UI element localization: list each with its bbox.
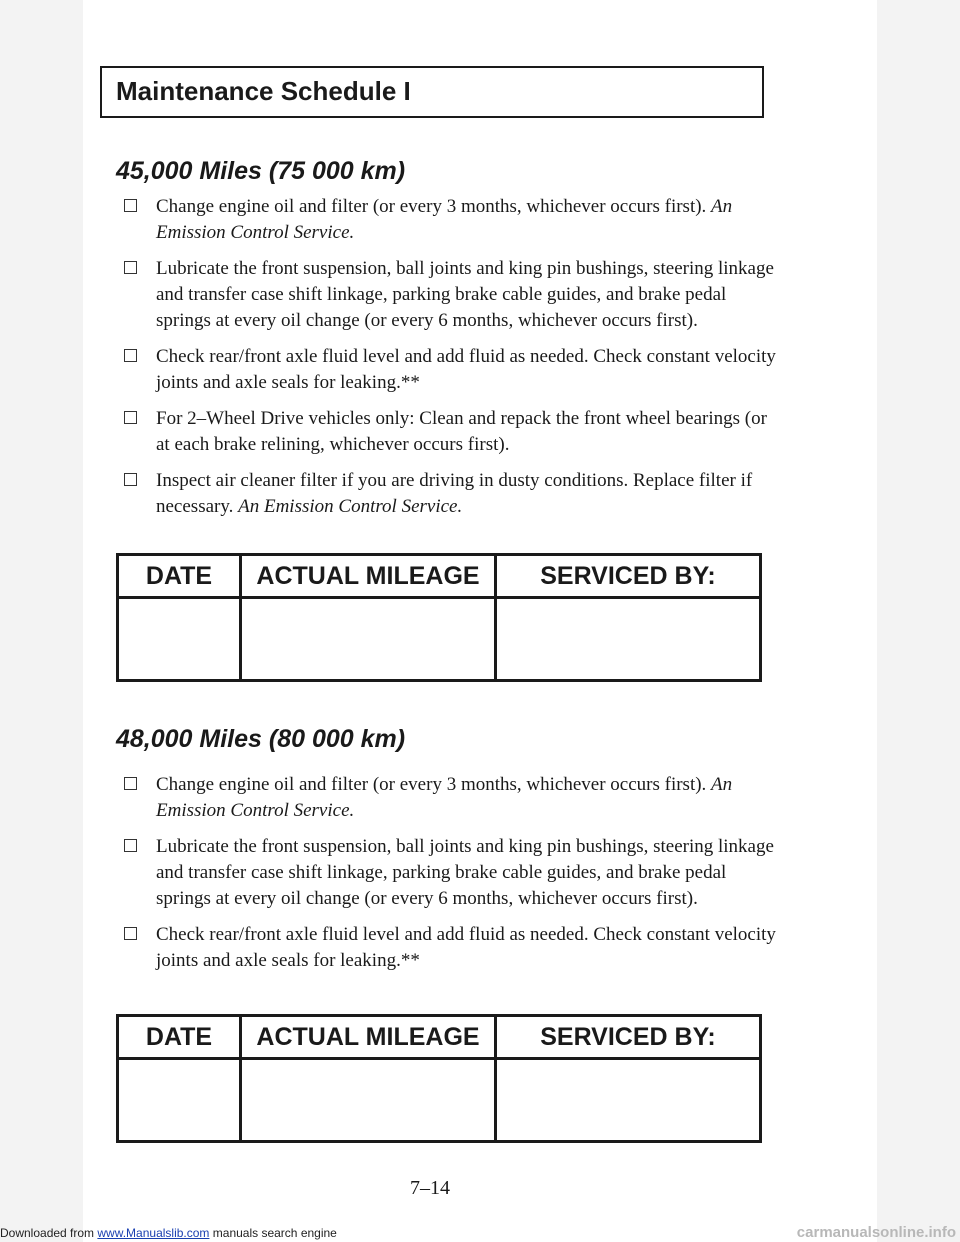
checkbox[interactable]: [124, 411, 137, 424]
serviced-by-cell[interactable]: [496, 1059, 761, 1142]
checkbox[interactable]: [124, 261, 137, 274]
list-item: Inspect air cleaner filter if you are driving in dusty conditions. Replace filter if necessary. An Emission Control Service.: [124, 468, 784, 520]
column-header-date: DATE: [118, 1016, 241, 1059]
manualslib-link[interactable]: www.Manualslib.com: [97, 1226, 210, 1240]
column-header-serviced-by: SERVICED BY:: [496, 555, 761, 598]
list-item: Lubricate the front suspension, ball joints and king pin bushings, steering linkage and transfer case shift linkage, parking brake cable guides, and brake pedal springs at every oil change (or every 6 months, whichever occurs first).: [124, 834, 784, 912]
download-footer: Downloaded from www.Manualslib.com manuals search engine: [0, 1226, 337, 1240]
mileage-cell[interactable]: [241, 1059, 496, 1142]
table-row: [118, 1059, 761, 1142]
list-item: Change engine oil and filter (or every 3 months, whichever occurs first). An Emission Control Service.: [124, 772, 784, 824]
checkbox[interactable]: [124, 777, 137, 790]
checklist-48000: [124, 772, 784, 984]
section-heading-48000: 48,000 Miles (80 000 km): [116, 725, 406, 753]
section-heading-45000: 45,000 Miles (75 000 km): [116, 157, 406, 185]
column-header-date: DATE: [118, 555, 241, 598]
date-cell[interactable]: [118, 598, 241, 681]
checkbox[interactable]: [124, 839, 137, 852]
checkbox[interactable]: [124, 349, 137, 362]
service-log-table-45000: [116, 553, 762, 682]
section-header-box: [100, 66, 764, 118]
date-cell[interactable]: [118, 1059, 241, 1142]
list-item: Lubricate the front suspension, ball joints and king pin bushings, steering linkage and transfer case shift linkage, parking brake cable guides, and brake pedal springs at every oil change (or every 6 months, whichever occurs first).: [124, 256, 784, 334]
page-title: Maintenance Schedule I: [116, 76, 411, 106]
checkbox[interactable]: [124, 473, 137, 486]
column-header-mileage: ACTUAL MILEAGE: [241, 1016, 496, 1059]
serviced-by-cell[interactable]: [496, 598, 761, 681]
column-header-mileage: ACTUAL MILEAGE: [241, 555, 496, 598]
table-row: [118, 598, 761, 681]
checkbox[interactable]: [124, 199, 137, 212]
list-item: Change engine oil and filter (or every 3 months, whichever occurs first). An Emission Control Service.: [124, 194, 784, 246]
page-number: 7–14: [410, 1177, 450, 1199]
list-item: Check rear/front axle fluid level and add fluid as needed. Check constant velocity joints and axle seals for leaking.**: [124, 344, 784, 396]
watermark-text: carmanualsonline.info: [796, 1224, 956, 1241]
list-item: For 2–Wheel Drive vehicles only: Clean and repack the front wheel bearings (or at each brake relining, whichever occurs first).: [124, 406, 784, 458]
service-log-table-48000: [116, 1014, 762, 1143]
checklist-45000: [124, 194, 784, 530]
column-header-serviced-by: SERVICED BY:: [496, 1016, 761, 1059]
checkbox[interactable]: [124, 927, 137, 940]
list-item: Check rear/front axle fluid level and add fluid as needed. Check constant velocity joints and axle seals for leaking.**: [124, 922, 784, 974]
mileage-cell[interactable]: [241, 598, 496, 681]
